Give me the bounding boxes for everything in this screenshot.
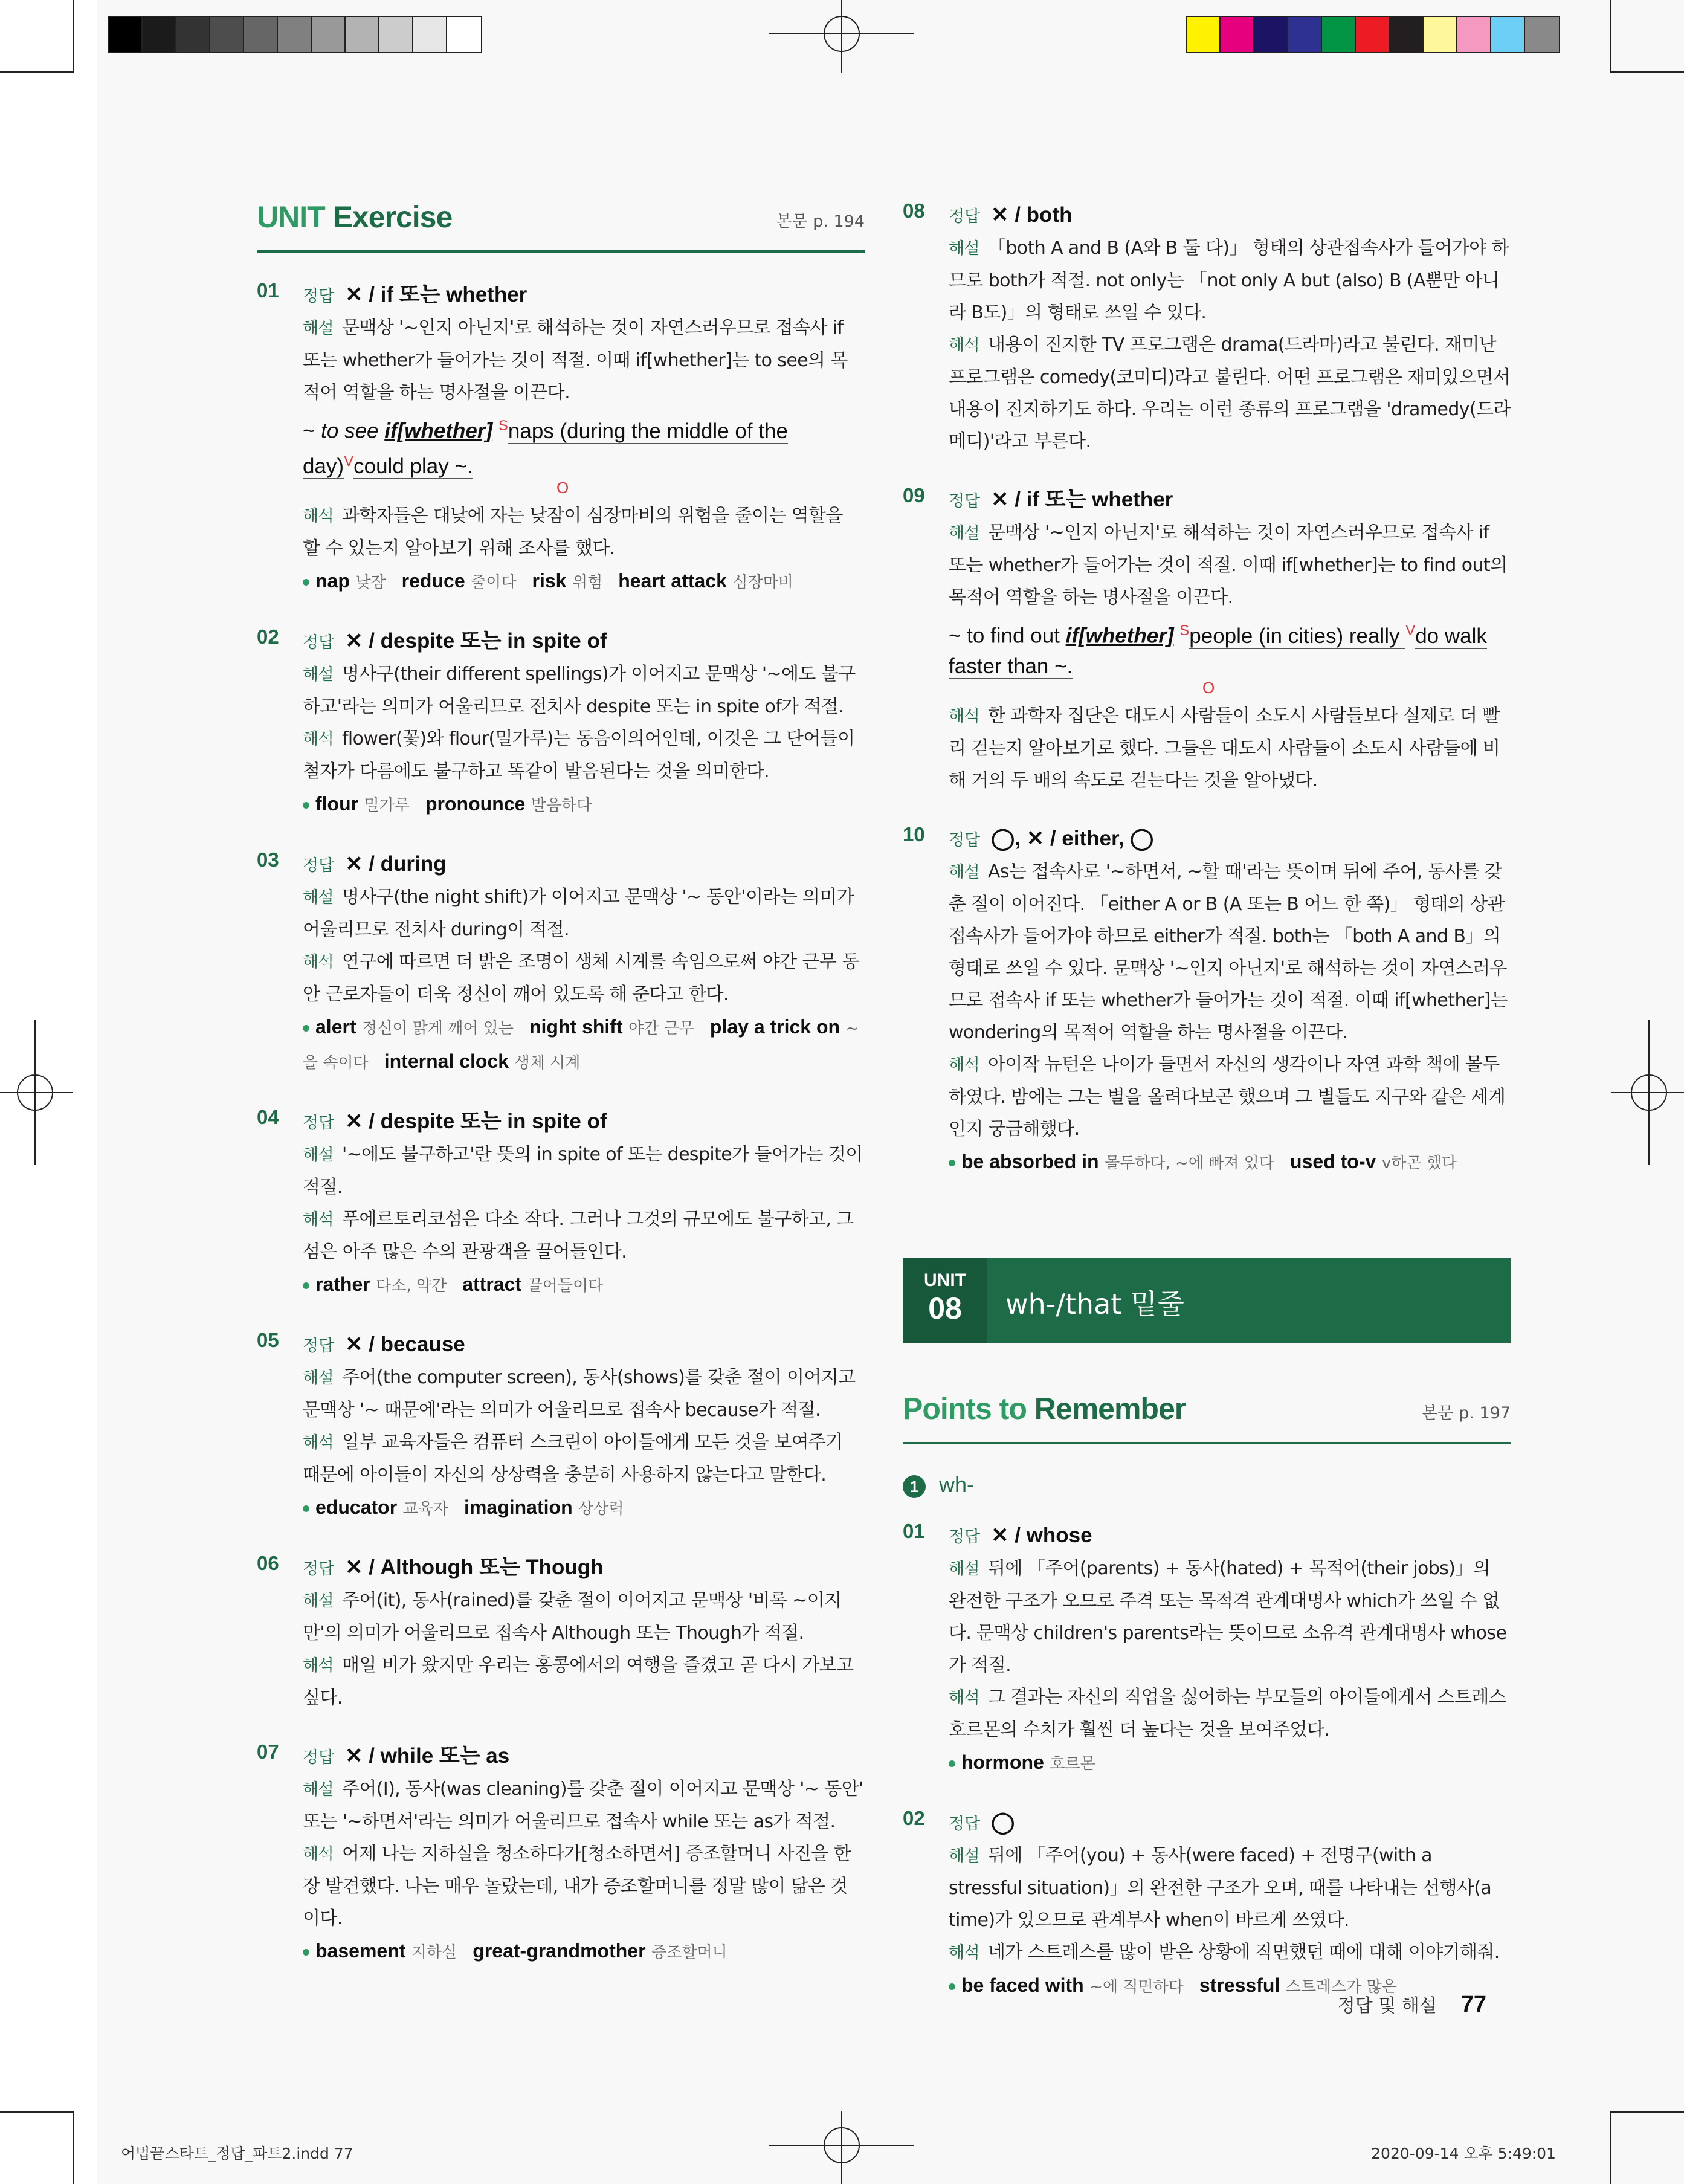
answer-line [949,823,1511,856]
explanation-text: 주어(I), 동사(was cleaning)를 갖춘 절이 이어지고 문맥상 '~ 동안' 또는 '~하면서'라는 의미가 어울리므로 접속사 while 또는 as가 적절. [303,1779,863,1833]
example-subject: people (in cities) really [1189,624,1406,648]
vocab-meaning: 증조할머니 [651,1943,727,1962]
crop-mark [1610,2111,1611,2184]
translation-label: 해석 [303,1656,334,1676]
print-timestamp: 2020-09-14 오후 5:49:01 [1371,2145,1556,2162]
bullet-icon [303,1282,309,1289]
translation-label: 해석 [303,1845,334,1864]
exercise-item [257,1740,865,1969]
translation [303,1649,865,1714]
vocab-word: flour [315,793,359,815]
color-swatch [1424,17,1457,52]
explanation-label: 해설 [303,1592,334,1611]
explanation-text: 주어(it), 동사(rained)를 갖춘 절이 이어지고 문맥상 '비록 ~이지만'의 의미가 어울리므로 접속사 Although 또는 Though가 적절. [303,1590,842,1644]
points-header [903,1391,1511,1444]
vocab-meaning: 야간 근무 [628,1019,694,1038]
vocab-meaning: ~을 속이다 [303,1019,859,1073]
object-marker: O [1202,678,1215,697]
translation-label: 해석 [949,336,979,355]
gray-color-bar [108,16,482,53]
answer-text: ✕ / despite 또는 in spite of [345,1110,607,1134]
explanation-label: 해설 [303,1146,334,1165]
vocab-word: educator [315,1496,398,1519]
example-verb: could play ~. [353,454,473,479]
vocabulary-list [303,1491,865,1525]
unit-badge: UNIT 08 [903,1258,987,1343]
example-text [1174,624,1180,648]
item-number: 03 [257,848,279,871]
explanation [303,1362,865,1426]
answer-line [949,199,1511,232]
vocab-meaning: v하곤 했다 [1381,1154,1457,1172]
answer-text: ✕ / if 또는 whether [991,488,1173,511]
bullet-icon [303,802,309,809]
vocab-meaning: ~에 직면하다 [1089,1977,1184,1996]
translation-text: flower(꽃)와 flour(밀가루)는 동음이의어인데, 이것은 그 단어들이 철자가 다름에도 불구하고 똑같이 발음된다는 것을 의미한다. [303,728,855,783]
answer-text: ✕ / while 또는 as [345,1744,510,1768]
exercise-item [257,1329,865,1525]
exercise-item [257,1106,865,1302]
translation [949,1681,1511,1746]
vocabulary-list [303,1268,865,1302]
vocab-word: internal clock [384,1050,509,1073]
vocab-meaning: 낮잠 [355,573,386,592]
page-reference: 본문 p. 197 [1422,1403,1511,1423]
subject-marker: S [1179,622,1190,639]
vocab-meaning: 다소, 약간 [376,1277,447,1296]
color-swatch [1491,17,1525,52]
explanation [949,1552,1511,1681]
vocab-meaning: 교육자 [402,1500,449,1519]
explanation-label: 해설 [303,888,334,908]
explanation-text: 명사구(their different spellings)가 이어지고 문맥상 '~에도 불구하고'라는 의미가 어울리므로 전치사 despite 또는 in spite of가 적절. [303,664,856,718]
color-swatch [312,17,346,52]
vocab-meaning: 상상력 [578,1500,624,1519]
exercise-list [903,1520,1511,2003]
color-swatch [447,17,481,52]
explanation-label: 해설 [303,319,334,338]
answer-label: 정답 [949,207,981,225]
item-number: 04 [257,1106,279,1129]
explanation [303,881,865,946]
answer-line [949,1520,1511,1552]
translation-label: 해석 [303,1210,334,1230]
answer-label: 정답 [949,1814,981,1833]
answer-label: 정답 [303,1748,335,1767]
translation-text: 과학자들은 대낮에 자는 낮잠이 심장마비의 위험을 줄이는 역할을 할 수 있는지 알아보기 위해 조사를 했다. [303,505,843,560]
vocabulary-list [303,564,865,599]
page-reference: 본문 p. 194 [776,212,865,231]
answer-line [303,848,865,881]
answer-text: ✕ / Although 또는 Though [345,1556,604,1580]
unit-title: wh-/that 밑줄 [1005,1287,1184,1320]
explanation-label: 해설 [949,1559,979,1578]
vocab-meaning: 밀가루 [364,796,410,815]
registration-line [1648,1020,1650,1165]
exercise-item [257,279,865,599]
explanation [303,658,865,723]
translation-text: 연구에 따르면 더 밝은 조명이 생체 시계를 속임으로써 야간 근무 동안 근로자들이 더욱 정신이 깨어 있도록 해 준다고 한다. [303,951,859,1006]
crop-mark [0,71,73,73]
color-swatch [109,17,143,52]
color-swatch [1187,17,1221,52]
translation-label: 해석 [949,1688,979,1707]
item-number: 05 [257,1329,279,1352]
answer-label: 정답 [303,1560,335,1578]
crop-mark [1610,0,1611,73]
vocab-meaning: 심장마비 [732,573,793,592]
page-number: 77 [1460,1992,1486,2017]
translation [949,329,1511,457]
color-swatch [143,17,176,52]
vocab-word: hormone [961,1751,1044,1773]
vocab-meaning: 끌어들이다 [527,1277,604,1296]
answer-line [303,1329,865,1362]
color-swatch [1322,17,1356,52]
answer-text: ✕ / if 또는 whether [345,283,527,306]
answer-text: ✕ / whose [991,1523,1092,1547]
bullet-icon [303,1949,309,1956]
answer-line [303,279,865,312]
answer-text: ✕ / during [345,852,447,876]
bullet-icon [303,579,309,586]
color-swatch [379,17,413,52]
item-number: 09 [903,484,925,506]
item-number: 08 [903,199,925,222]
explanation-text: 문맥상 '~인지 아닌지'로 해석하는 것이 자연스러우므로 접속사 if 또는 whether가 들어가는 것이 적절. 이때 if[whether]는 to see의 목적어 역할을 하는 명사절을 이끈다. [303,317,848,403]
explanation-text: 주어(the computer screen), 동사(shows)를 갖춘 절이 이어지고 문맥상 '~ 때문에'라는 의미가 어울리므로 접속사 because가 적절. [303,1367,856,1421]
explanation [303,1139,865,1203]
translation [303,723,865,787]
color-swatch [1288,17,1322,52]
translation [303,500,865,564]
answer-label: 정답 [949,492,981,510]
exercise-header [257,199,865,253]
vocab-word: reduce [401,570,465,592]
registration-line [34,1020,36,1165]
translation-text: 어제 나는 지하실을 청소하다가[청소하면서] 증조할머니 사진을 한 장 발견했다. 나는 매우 놀랐는데, 내가 증조할머니를 정말 많이 닮은 것이다. [303,1843,851,1930]
color-swatch [413,17,447,52]
translation-label: 해석 [303,507,334,526]
answer-label: 정답 [303,856,335,875]
translation-text: 아이작 뉴턴은 나이가 들면서 자신의 생각이나 자연 과학 책에 몰두하였다. 밤에는 그는 별을 올려다보곤 했으며 그 별들도 지구와 같은 세계인지 궁금해했다. [949,1053,1506,1140]
example-verb: do walk faster than ~. [949,624,1487,678]
exercise-item [903,1520,1511,1780]
answer-label: 정답 [949,1527,981,1546]
vocab-meaning: 정신이 맑게 깨어 있는 [362,1019,514,1038]
vocab-word: rather [315,1273,370,1296]
answer-label: 정답 [949,830,981,849]
item-number: 01 [257,279,279,302]
vocab-word: used to-v [1290,1150,1376,1172]
explanation [303,1773,865,1838]
section-title: UNIT Exercise [257,200,453,234]
answer-line [303,1740,865,1773]
vocabulary-list [303,1010,865,1079]
bullet-icon [303,1025,309,1032]
exercise-list [257,279,865,1969]
translation-text: 일부 교육자들은 컴퓨터 스크린이 아이들에게 모든 것을 보여주기 때문에 아이들이 자신의 상상력을 충분히 사용하지 않는다고 말한다. [303,1432,843,1486]
vocab-word: play a trick on [709,1016,840,1038]
vocab-word: attract [462,1273,522,1296]
answer-label: 정답 [303,1114,335,1132]
translation [303,1838,865,1934]
translation-text: 푸에르토리코섬은 다소 작다. 그러나 그것의 규모에도 불구하고, 그 섬은 아주 많은 수의 관광객을 끌어들인다. [303,1209,854,1263]
answer-line [303,1552,865,1585]
color-swatch [210,17,244,52]
explanation-label: 해설 [949,862,979,882]
vocab-meaning: 몰두하다, ~에 빠져 있다 [1105,1154,1275,1172]
translation [303,1203,865,1268]
section-number-badge: 1 [903,1475,926,1498]
answer-line [303,625,865,658]
explanation [303,312,865,409]
vocab-meaning: 스트레스가 많은 [1285,1977,1397,1996]
vocab-word: imagination [464,1496,573,1519]
subsection-heading: 1 wh- [903,1472,1511,1498]
answer-line [303,1106,865,1139]
translation [303,1426,865,1491]
bullet-icon [949,1760,955,1767]
page-footer: 정답 및 해설 77 [1337,1992,1486,2017]
explanation-text: 명사구(the night shift)가 이어지고 문맥상 '~ 동안'이라는 의미가 어울리므로 전치사 during이 적절. [303,887,854,941]
verb-marker: V [344,453,354,470]
vocab-word: stressful [1199,1974,1280,1996]
translation-label: 해석 [303,730,334,749]
bullet-icon [949,1983,955,1990]
item-number: 02 [903,1806,925,1829]
vocab-word: basement [315,1940,406,1962]
explanation-label: 해설 [949,1846,979,1866]
example-clause-head: if[whether] [384,419,493,443]
vocabulary-list [303,787,865,822]
vocab-word: risk [532,570,567,592]
unit-banner [903,1258,1511,1343]
vocab-word: be absorbed in [961,1150,1099,1172]
item-number: 02 [257,625,279,648]
explanation-label: 해설 [949,239,979,258]
answer-label: 정답 [303,287,335,305]
vocab-meaning: 위험 [572,573,603,592]
vocab-word: nap [315,570,350,592]
registration-line [841,0,842,73]
answer-label: 정답 [303,1337,335,1355]
example-text: ~ [303,419,321,443]
vocab-word: pronounce [425,793,526,815]
left-column [257,199,865,1995]
color-swatch [1221,17,1254,52]
registration-line [841,2111,842,2184]
example-text: to see [321,419,385,443]
answer-text: ✕ / despite 또는 in spite of [345,629,607,653]
explanation-label: 해설 [303,1780,334,1800]
example-sentence [949,616,1511,697]
crop-mark [73,0,74,73]
exercise-list [903,199,1511,1180]
translation-text: 한 과학자 집단은 대도시 사람들이 소도시 사람들보다 실제로 더 빨리 걷는지 알아보기로 했다. 그들은 대도시 사람들이 소도시 사람들에 비해 거의 두 배의 속도로 걷는다는 것을 알아냈다. [949,705,1500,791]
exercise-item [257,1552,865,1714]
translation-text: 매일 비가 왔지만 우리는 홍콩에서의 여행을 즐겼고 곧 다시 가보고 싶다. [303,1655,854,1709]
color-swatch [1390,17,1424,52]
exercise-item [903,1807,1511,2003]
explanation [949,517,1511,613]
translation [949,700,1511,796]
explanation-text: 「both A and B (A와 B 둘 다)」 형태의 상관접속사가 들어가야 하므로 both가 적절. not only는 「not only A but (also) B (A뿐만 아니라 B도)」의 형태로 쓰일 수 있다. [949,237,1509,323]
crop-mark [0,2111,73,2113]
registration-line [0,1092,73,1093]
points-title: Points to Remember [903,1391,1186,1426]
translation-label: 해석 [949,706,979,726]
explanation [949,1840,1511,1936]
exercise-item [257,848,865,1079]
crop-mark [1611,71,1684,73]
vocabulary-list [949,1746,1511,1780]
example-text: ~ to find out [949,624,1066,648]
color-swatch [244,17,278,52]
vocab-word: great-grandmother [473,1940,646,1962]
exercise-item [903,823,1511,1180]
explanation-label: 해설 [303,1369,334,1388]
vocab-meaning: 발음하다 [531,796,592,815]
explanation-label: 해설 [303,665,334,685]
translation-text: 그 결과는 자신의 직업을 싫어하는 부모들의 아이들에게서 스트레스 호르몬의 수치가 훨씬 더 높다는 것을 보여주었다. [949,1686,1506,1740]
file-label: 어법끝스타트_정답_파트2.indd 77 [121,2145,353,2162]
example-clause-head: if[whether] [1065,624,1174,648]
registration-line [1611,1092,1684,1093]
translation [949,1936,1511,1969]
bullet-icon [303,1505,309,1512]
vocab-meaning: 생체 시계 [514,1054,581,1073]
vocabulary-list [303,1934,865,1969]
translation-label: 해석 [949,1943,979,1962]
translation-text: 네가 스트레스를 많이 받은 상황에 직면했던 때에 대해 이야기해줘. [987,1941,1500,1963]
exercise-item [257,625,865,822]
crop-mark [73,2111,74,2184]
exercise-item [903,484,1511,796]
translation-label: 해석 [303,953,334,972]
translation-label: 해석 [303,1433,334,1453]
vocab-meaning: 지하실 [411,1943,457,1962]
vocab-word: be faced with [961,1974,1084,1996]
crop-mark [1611,2111,1684,2113]
translation-text: 내용이 진지한 TV 프로그램은 drama(드라마)라고 불린다. 재미난 프로그램은 comedy(코미디)라고 불린다. 어떤 프로그램은 재미있으면서 내용이 진지하기도 하다. 우리는 이런 종류의 프로그램을 'dramedy(드라메디)'라고 부른다. [949,334,1511,452]
example-subject: naps (during the middle of the day) [303,419,788,479]
bullet-icon [949,1160,955,1166]
vocab-word: night shift [529,1016,623,1038]
color-swatch [176,17,210,52]
example-text [492,419,498,443]
explanation-text: 문맥상 '~인지 아닌지'로 해석하는 것이 자연스러우므로 접속사 if 또는 whether가 들어가는 것이 적절. 이때 if[whether]는 to find out의 목적어 역할을 하는 명사절을 이끈다. [949,522,1508,608]
vocab-word: alert [315,1016,356,1038]
right-column [903,199,1511,2030]
answer-line [949,484,1511,517]
color-swatch [1525,17,1559,52]
color-swatch [278,17,312,52]
item-number: 01 [903,1519,925,1542]
vocab-meaning: 호르몬 [1050,1754,1095,1773]
translation [303,946,865,1010]
explanation [949,856,1511,1048]
subject-marker: S [498,418,508,434]
color-swatch [1254,17,1288,52]
item-number: 07 [257,1740,279,1763]
vocab-word: heart attack [618,570,727,592]
explanation-text: 뒤에 「주어(you) + 동사(were faced) + 전명구(with a stressful situation)」의 완전한 구조가 오며, 때를 나타내는 선행사(a time)가 있으므로 관계부사 when이 바르게 쓰였다. [949,1844,1492,1931]
explanation-label: 해설 [949,524,979,543]
color-swatch [1457,17,1491,52]
example-sentence [303,411,865,497]
object-marker: O [556,479,569,497]
color-swatch [1356,17,1390,52]
explanation [303,1585,865,1649]
verb-marker: V [1405,622,1416,639]
exercise-item [903,199,1511,457]
translation-label: 해석 [949,1055,979,1074]
answer-text: ◯ [991,1810,1015,1834]
answer-text: ✕ / both [991,203,1073,227]
answer-line [949,1807,1511,1840]
item-number: 06 [257,1552,279,1575]
translation [949,1048,1511,1145]
item-number: 10 [903,822,925,845]
answer-text: ◯, ✕ / either, ◯ [991,826,1154,850]
explanation-text: As는 접속사로 '~하면서, ~할 때'라는 뜻이며 뒤에 주어, 동사를 갖춘 절이 이어진다. 「either A or B (A 또는 B 어느 한 쪽)」 형태의 상관접속사가 들어가야 하므로 either가 적절. both는 「both A and B」의 형태로 쓰일 수 있다. 문맥상 '~인지 아닌지'로 해석하는 것이 자연스러우므로 접속사 if 또는 whether가 들어가는 것이 적절. 이때 if[whether]는 wondering의 목적어 역할을 하는 명사절을 이끈다. [949,861,1508,1043]
color-swatch [346,17,379,52]
explanation-text: 뒤에 「주어(parents) + 동사(hated) + 목적어(their jobs)」의 완전한 구조가 오므로 주격 또는 목적격 관계대명사 which가 쓰일 수 없다. 문맥상 children's parents라는 뜻이므로 소유격 관계대명사 whose가 적절. [949,1557,1507,1676]
explanation-text: '~에도 불구하고'란 뜻의 in spite of 또는 despite가 들어가는 것이 적절. [303,1144,863,1198]
vocab-meaning: 줄이다 [471,573,517,592]
vocabulary-list [949,1145,1511,1180]
answer-label: 정답 [303,633,335,652]
answer-text: ✕ / because [345,1333,465,1357]
explanation [949,232,1511,329]
cmyk-color-bar [1186,16,1560,53]
